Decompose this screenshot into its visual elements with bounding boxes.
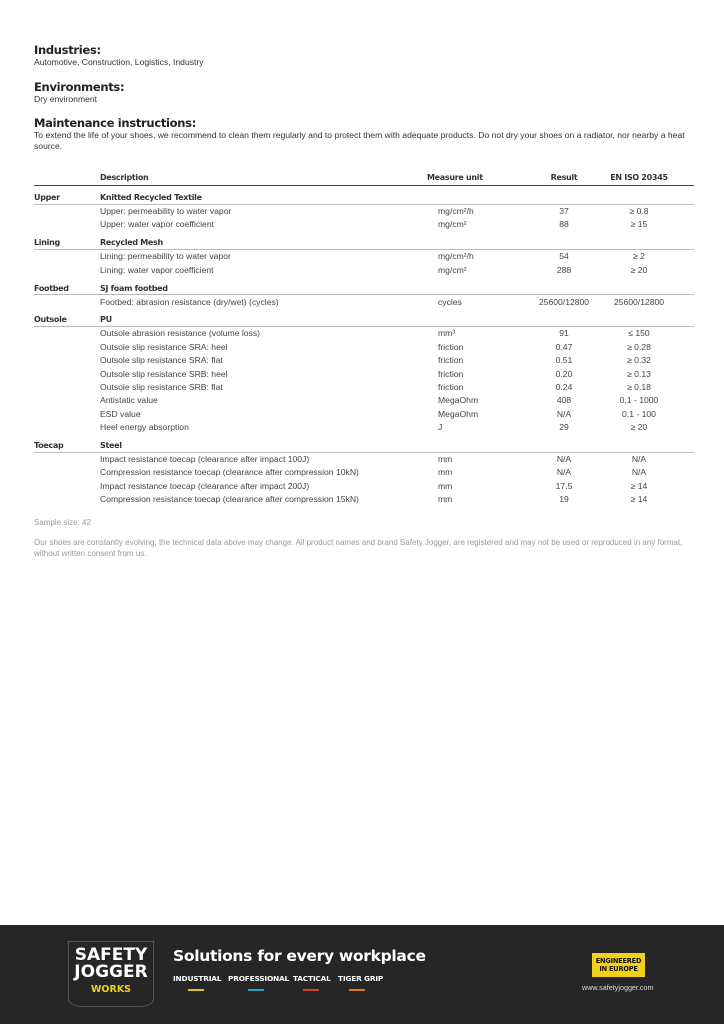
group-material: Knitted Recycled Textile [100, 193, 202, 202]
table-row [34, 295, 694, 308]
table-row [34, 354, 694, 367]
row-standard: ≥ 0.8 [629, 206, 649, 216]
badge-line1: ENGINEERED [595, 957, 642, 965]
row-unit: friction [438, 382, 464, 393]
table-row [34, 407, 694, 420]
row-result: 37 [559, 206, 569, 216]
logo-line1: SAFETY [74, 945, 148, 965]
row-result: 0.51 [555, 355, 573, 366]
row-unit: J [438, 422, 443, 433]
row-description: Outsole slip resistance SRA: heel [100, 341, 228, 352]
row-standard: ≥ 14 [630, 494, 648, 505]
row-result: 17.5 [555, 480, 573, 491]
row-result: 25600/12800 [538, 296, 590, 307]
row-result: 288 [556, 264, 572, 275]
table-row [34, 479, 694, 492]
row-description: Footbed: abrasion resistance (dry/wet) (cycles) [100, 296, 279, 307]
category-underline [349, 989, 365, 991]
environments-text: Dry environment [34, 94, 98, 104]
maintenance-title: Maintenance instructions: [34, 116, 197, 130]
row-result: N/A [556, 408, 572, 419]
engineered-in-europe-badge [592, 953, 645, 977]
row-result: 408 [556, 395, 572, 406]
row-unit: mm [438, 467, 453, 478]
row-unit: MegaOhm [438, 408, 479, 419]
row-unit: cycles [438, 296, 462, 307]
row-result: 0.20 [555, 368, 573, 379]
row-result: 91 [559, 328, 569, 339]
table-header [34, 172, 694, 186]
group-header-toecap [34, 439, 694, 453]
row-standard: 0.1 - 1000 [619, 395, 659, 406]
category-underline [248, 989, 264, 991]
row-result: 54 [559, 251, 569, 262]
group-material: Steel [100, 441, 122, 451]
category-industrial: INDUSTRIAL [173, 974, 222, 983]
sample-size: Sample size: 42 [34, 518, 91, 527]
logo-line2: JOGGER [74, 962, 148, 982]
header-result: Result [550, 173, 578, 182]
row-unit: mg/cm² [438, 264, 467, 275]
table-row [34, 340, 694, 353]
table-row [34, 421, 694, 434]
row-standard: ≥ 20 [630, 264, 648, 275]
row-description: Impact resistance toecap (clearance after impact 100J) [100, 454, 310, 465]
industries-text: Automotive, Construction, Logistics, Industry [34, 57, 204, 67]
row-description: Heel energy absorption [100, 422, 189, 433]
footer [0, 925, 724, 1024]
header-unit: Measure unit [427, 173, 483, 182]
group-header-upper [34, 191, 694, 205]
logo-line3: WORKS [90, 984, 132, 995]
badge-line2: IN EUROPE [599, 965, 638, 973]
row-standard: 25600/12800 [613, 296, 665, 307]
category-underline [188, 989, 204, 991]
row-unit: MegaOhm [438, 395, 479, 406]
group-header-outsole [34, 313, 694, 327]
group-header-lining [34, 236, 694, 250]
row-standard: ≥ 0.28 [627, 341, 651, 352]
row-result: N/A [556, 467, 572, 478]
table-row [34, 250, 694, 263]
group-category: Lining [34, 238, 60, 248]
row-unit: mm [438, 454, 453, 465]
row-description: Outsole slip resistance SRB: flat [100, 382, 223, 393]
row-unit: friction [438, 341, 464, 352]
table-body [34, 191, 694, 506]
environments-section [34, 81, 694, 105]
header-description: Description [100, 173, 149, 182]
group-material: Recycled Mesh [100, 238, 163, 248]
row-standard: ≥ 0.18 [627, 382, 651, 393]
row-standard: ≥ 2 [633, 251, 645, 262]
row-description: Outsole slip resistance SRA: flat [100, 355, 223, 366]
row-standard: ≤ 150 [628, 328, 650, 339]
table-row [34, 205, 694, 218]
row-description: Compression resistance toecap (clearance after compression 10kN) [100, 467, 359, 478]
group-header-footbed [34, 282, 694, 296]
table-row [34, 453, 694, 466]
row-description: Lining: water vapor coefficient [100, 264, 214, 275]
maintenance-text: To extend the life of your shoes, we recommend to clean them regularly and to protect them with adequate products. Do not dry your shoes on a radiator, nor nearby a heat source. [34, 130, 685, 151]
table-row [34, 381, 694, 394]
table-row [34, 263, 694, 276]
group-category: Toecap [34, 441, 64, 451]
row-unit: mm [438, 480, 453, 491]
disclaimer: Our shoes are constantly evolving, the technical data above may change. All product names and brand Safety Jogger, are registered and may not be used or reproduced in any format, without written consent from us. [34, 538, 683, 558]
row-result: 19 [559, 494, 569, 505]
row-description: ESD value [100, 408, 141, 419]
group-material: SJ foam footbed [100, 283, 168, 293]
row-result: 88 [559, 219, 569, 230]
row-result: 29 [559, 422, 569, 433]
row-description: Antistatic value [100, 395, 158, 406]
row-description: Outsole slip resistance SRB: heel [100, 368, 228, 379]
environments-title: Environments: [34, 80, 125, 94]
table-row [34, 367, 694, 380]
industries-section [34, 44, 694, 68]
row-standard: ≥ 20 [630, 422, 648, 433]
safety-jogger-logo [68, 941, 154, 1007]
category-underline [303, 989, 319, 991]
table-row [34, 493, 694, 506]
row-unit: mg/cm²/h [438, 206, 474, 216]
row-unit: mg/cm² [438, 219, 467, 230]
category-tactical: TACTICAL [293, 974, 331, 983]
row-result: 0.47 [555, 341, 573, 352]
category-tiger-grip: TIGER GRIP [338, 974, 384, 983]
row-unit: mg/cm²/h [438, 251, 474, 262]
row-result: 0.24 [555, 382, 573, 393]
row-standard: 0.1 - 100 [622, 408, 656, 419]
group-category: Outsole [34, 315, 67, 325]
website-link[interactable]: www.safetyjogger.com [582, 983, 654, 992]
row-standard: N/A [631, 467, 647, 478]
row-result: N/A [556, 454, 572, 465]
row-standard: ≥ 0.13 [627, 368, 651, 379]
table-row [34, 466, 694, 479]
group-material: PU [100, 315, 112, 325]
category-professional: PROFESSIONAL [228, 974, 290, 983]
row-description: Outsole abrasion resistance (volume loss) [100, 328, 261, 339]
row-description: Compression resistance toecap (clearance after compression 15kN) [100, 494, 359, 505]
row-standard: ≥ 0.32 [627, 355, 651, 366]
spec-table [34, 172, 694, 506]
table-row [34, 394, 694, 407]
row-description: Upper: water vapor coefficient [100, 219, 215, 230]
header-standard: EN ISO 20345 [610, 173, 668, 182]
group-category: Upper [34, 193, 60, 202]
row-standard: ≥ 15 [630, 219, 648, 230]
row-description: Impact resistance toecap (clearance after impact 200J) [100, 480, 310, 491]
tagline: Solutions for every workplace [173, 947, 426, 965]
row-unit: friction [438, 355, 464, 366]
table-row [34, 327, 694, 340]
row-description: Upper: permeability to water vapor [100, 206, 232, 216]
row-unit: mm³ [438, 328, 456, 339]
maintenance-section [34, 117, 694, 152]
table-row [34, 218, 694, 231]
row-unit: friction [438, 368, 464, 379]
row-unit: mm [438, 494, 453, 505]
industries-title: Industries: [34, 43, 101, 57]
group-category: Footbed [34, 283, 69, 293]
row-standard: N/A [631, 454, 647, 465]
row-standard: ≥ 14 [630, 480, 648, 491]
row-description: Lining: permeability to water vapor [100, 251, 231, 262]
